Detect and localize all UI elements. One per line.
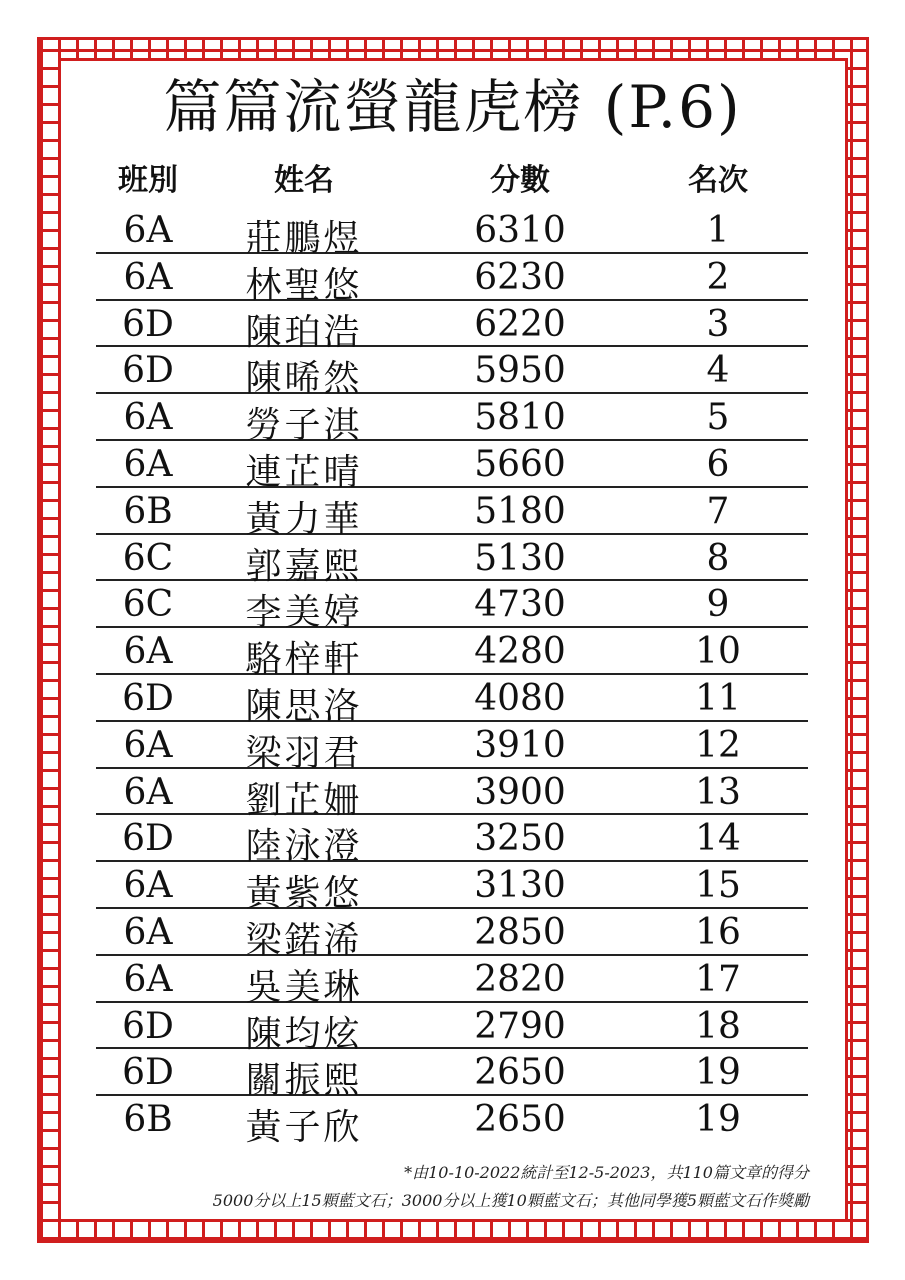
row-name: 黃紫悠 xyxy=(245,873,363,915)
row-score: 4280 xyxy=(474,631,566,673)
row-rank: 9 xyxy=(706,584,730,626)
row-score: 6310 xyxy=(474,210,566,251)
row-class: 6B xyxy=(123,1099,173,1141)
row-name: 關振熙 xyxy=(245,1060,363,1102)
row-rank: 3 xyxy=(706,303,730,345)
row-rank: 19 xyxy=(695,1099,741,1141)
row-name: 黃力華 xyxy=(245,498,363,540)
table-row xyxy=(96,1049,808,1102)
table-row xyxy=(96,581,808,634)
footnote-period: *由10-10-2022統計至12-5-2023，共110篇文章的得分 xyxy=(404,1163,809,1182)
row-score: 6230 xyxy=(474,256,566,298)
row-class: 6A xyxy=(123,631,173,673)
row-class: 6A xyxy=(123,443,173,485)
row-rank: 11 xyxy=(695,677,741,719)
table-row xyxy=(96,1096,808,1149)
row-score: 3130 xyxy=(474,865,566,907)
table-row xyxy=(96,254,808,306)
row-name: 陳晞然 xyxy=(245,358,363,400)
row-rank: 14 xyxy=(695,818,741,860)
row-name: 劉芷姍 xyxy=(245,779,363,821)
row-rank: 15 xyxy=(695,865,741,907)
table-row xyxy=(96,909,808,961)
row-name: 勞子淇 xyxy=(245,405,363,447)
row-name: 梁鍩浠 xyxy=(245,919,363,961)
table-header-row xyxy=(0,155,905,199)
row-score: 6220 xyxy=(474,303,566,345)
table-row xyxy=(96,628,808,681)
row-name: 陸泳澄 xyxy=(245,826,363,868)
row-name: 林聖悠 xyxy=(245,264,363,306)
table-row xyxy=(96,301,808,353)
header-name: 姓名 xyxy=(274,163,334,198)
row-score: 5130 xyxy=(474,537,566,579)
row-name: 連芷晴 xyxy=(245,451,363,493)
header-score: 分數 xyxy=(490,163,550,198)
header-rank: 名次 xyxy=(688,163,748,198)
row-rank: 13 xyxy=(695,771,741,813)
row-rank: 12 xyxy=(695,724,741,766)
row-name: 陳思洛 xyxy=(245,685,363,727)
row-name: 李美婷 xyxy=(245,592,363,634)
row-class: 6D xyxy=(122,350,174,392)
row-name: 陳珀浩 xyxy=(245,311,363,353)
row-rank: 5 xyxy=(706,397,730,439)
row-rank: 2 xyxy=(706,256,730,298)
row-rank: 8 xyxy=(706,537,730,579)
table-row xyxy=(96,535,808,587)
page-title: 篇篇流螢龍虎榜 (P.6) xyxy=(163,73,742,141)
row-rank: 16 xyxy=(695,911,741,953)
header-class: 班別 xyxy=(118,163,178,198)
row-score: 5950 xyxy=(474,350,566,392)
row-class: 6C xyxy=(122,537,174,579)
row-name: 黃子欣 xyxy=(245,1107,363,1149)
row-class: 6D xyxy=(122,303,174,345)
row-class: 6A xyxy=(123,771,173,813)
ranking-table xyxy=(96,207,808,1149)
table-row xyxy=(96,675,808,727)
row-score: 4080 xyxy=(474,677,566,719)
row-class: 6A xyxy=(123,397,173,439)
row-rank: 18 xyxy=(695,1005,741,1047)
row-rank: 10 xyxy=(695,631,741,673)
row-score: 3900 xyxy=(474,771,566,813)
row-rank: 17 xyxy=(695,958,741,1000)
row-score: 5810 xyxy=(474,397,566,439)
row-class: 6D xyxy=(122,818,174,860)
row-class: 6D xyxy=(122,677,174,719)
table-row xyxy=(96,769,808,821)
row-class: 6D xyxy=(122,1005,174,1047)
row-name: 吳美琳 xyxy=(245,966,363,1008)
row-rank: 4 xyxy=(706,350,730,392)
row-class: 6D xyxy=(122,1052,174,1094)
row-score: 2850 xyxy=(474,911,566,953)
row-class: 6A xyxy=(123,256,173,298)
table-row xyxy=(96,862,808,915)
row-score: 2650 xyxy=(474,1052,566,1094)
table-row xyxy=(96,441,808,493)
row-class: 6A xyxy=(123,865,173,907)
row-name: 陳均炫 xyxy=(245,1013,363,1055)
row-class: 6A xyxy=(123,911,173,953)
table-row xyxy=(96,1003,808,1055)
table-row xyxy=(96,347,808,400)
row-rank: 19 xyxy=(695,1052,741,1094)
row-score: 2820 xyxy=(474,958,566,1000)
row-name: 郭嘉熙 xyxy=(245,545,363,587)
row-class: 6B xyxy=(123,490,173,532)
row-class: 6A xyxy=(123,210,173,251)
footnote-awards: 5000分以上15顆藍文石；3000分以上獲10顆藍文石；其他同學獲5顆藍文石作獎勵 xyxy=(212,1191,809,1210)
row-class: 6C xyxy=(122,584,174,626)
row-score: 2650 xyxy=(474,1099,566,1141)
row-rank: 7 xyxy=(706,490,730,532)
row-score: 5660 xyxy=(474,443,566,485)
row-rank: 6 xyxy=(706,443,730,485)
table-row xyxy=(96,722,808,774)
table-row xyxy=(96,488,808,540)
row-score: 2790 xyxy=(474,1005,566,1047)
table-row xyxy=(96,956,808,1008)
row-score: 3910 xyxy=(474,724,566,766)
row-class: 6A xyxy=(123,724,173,766)
row-class: 6A xyxy=(123,958,173,1000)
row-name: 駱梓軒 xyxy=(245,639,363,681)
table-row xyxy=(96,207,808,259)
row-name: 梁羽君 xyxy=(245,732,363,774)
row-rank: 1 xyxy=(706,210,730,251)
row-name: 莊鵬煜 xyxy=(245,218,363,259)
row-score: 3250 xyxy=(474,818,566,860)
row-score: 5180 xyxy=(474,490,566,532)
table-row xyxy=(96,815,808,868)
row-score: 4730 xyxy=(474,584,566,626)
table-row xyxy=(96,394,808,447)
